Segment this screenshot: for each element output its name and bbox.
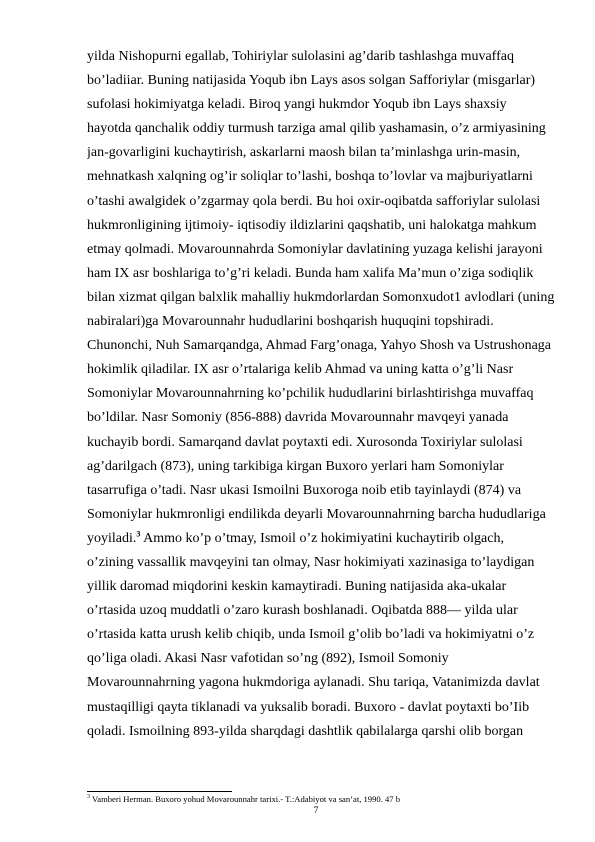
text-line: nabiralari)ga Movarounnahr hududlarini boshqarish huquqini topshiradi. xyxy=(87,314,494,330)
text-line: Somoniylar Movarounnahrning ko’pchilik hududlarini birlashtirishga muvaffaq xyxy=(87,386,534,402)
text-line: o’rtasida uzoq muddatli o’zaro kurash boshlanadi. Oqibatda 888— yilda ular xyxy=(87,603,518,619)
text-line: qoladi. Ismoilning 893-yilda sharqdagi dashtlik qabilalarga qarshi olib borgan xyxy=(87,723,524,739)
text-line: yillik daromad miqdorini keskin kamaytiradi. Buning natijasida aka-ukalar xyxy=(87,579,507,595)
text-line: tasarrufiga o’tadi. Nasr ukasi Ismoilni Buxoroga noib etib tayinlaydi (874) va xyxy=(87,482,522,498)
text-line: Somoniylar hukmronligi endilikda deyarli Movarounnahrning barcha hududlariga xyxy=(87,506,546,522)
text-line: yilda Nishopurni egallab, Tohiriylar sulolasini ag’darib tashlashga muvaffaq xyxy=(87,49,514,64)
body-paragraph xyxy=(87,45,559,744)
text-line-with-footnote xyxy=(87,527,559,551)
text-line: hokimlik qiladilar. IX asr o’rtalariga kelib Ahmad va uning katta o’g’li Nasr xyxy=(87,362,514,378)
text-line: bo’ladiiar. Buning natijasida Yoqub ibn Lays asos solgan Safforiylar (misgarlar) xyxy=(87,73,536,89)
text-line: mustaqilligi qayta tiklanadi va yuksalib boradi. Buxoro - davlat poytaxti bo’Iib xyxy=(87,699,530,715)
text-line: hayotda qanchalik oddiy turmush tarziga amal qilib yashamasin, o’z armiyasining xyxy=(87,121,546,137)
text-line: ham IX asr boshlariga to’g’ri keladi. Bunda ham xalifa Ma’mun o’ziga sodiqlik xyxy=(87,265,534,281)
text-segment: yoyiladi. xyxy=(87,530,137,546)
text-line: jan-govarligini kuchaytirish, askarlarni maosh bilan ta’minlashga urin-masin, xyxy=(87,145,521,161)
text-line: bilan xizmat qilgan balxlik mahalliy hukmdorlardan Somonxudot1 avlodlari (uning xyxy=(87,289,555,305)
text-line: Chunonchi, Nuh Samarqandga, Ahmad Farg’onaga, Yahyo Shosh va Ustrushonaga xyxy=(87,338,552,354)
text-line: o’tashi awalgidek o’zgarmay qola berdi. Bu hoi oxir-oqibatda safforiylar sulolasi xyxy=(87,193,541,209)
text-line: sufolasi hokimiyatga keladi. Biroq yangi hukmdor Yoqub ibn Lays shaxsiy xyxy=(87,97,507,113)
footnote-divider xyxy=(87,791,232,792)
text-line: Movarounnahrning yagona hukmdoriga aylanadi. Shu tariqa, Vatanimizda davlat xyxy=(87,675,540,691)
text-line: qo’liga oladi. Akasi Nasr vafotidan so’ng (892), Ismoil Somoniy xyxy=(87,651,449,667)
text-line: kuchayib bordi. Samarqand davlat poytaxti edi. Xurosonda Toxiriylar sulolasi xyxy=(87,434,523,450)
text-line: mehnatkash xalqning og’ir soliqlar to’lashi, boshqa to’lovlar va majburiyatlarni xyxy=(87,169,533,185)
text-line: hukmronligining ijtimoiy- iqtisodiy ildizlarini qaqshatib, uni halokatga mahkum xyxy=(87,217,537,233)
text-line: o’zining vassallik mavqeyini tan olmay, Nasr hokimiyati xazinasiga to’laydigan xyxy=(87,554,535,570)
text-segment: Ammo ko’p o’tmay, Ismoil o’z hokimiyatini kuchaytirib olgach, xyxy=(143,530,504,546)
footnote-text: Vamberi Herman. Buxoro yohud Movarounnahr tarixi.- T.:Adabiyot va san’at, 1990. 47 b xyxy=(92,794,401,804)
text-line: bo’ldilar. Nasr Somoniy (856-888) davrida Movarounnahr mavqeyi yanada xyxy=(87,410,509,426)
footnote-reference[interactable]: 3 xyxy=(136,529,141,539)
footnote-number: 3 xyxy=(87,794,90,801)
text-line: o’rtasida katta urush kelib chiqib, unda Ismoil g’olib bo’ladi va hokimiyatni o’z xyxy=(87,627,535,643)
page-number: 7 xyxy=(313,806,319,816)
text-line: ag’darilgach (873), uning tarkibiga kirgan Buxoro yerlari ham Somoniylar xyxy=(87,458,504,474)
text-line: etmay qolmadi. Movarounnahrda Somoniylar davlatining yuzaga kelishi jarayoni xyxy=(87,241,543,257)
footnote xyxy=(87,794,559,805)
